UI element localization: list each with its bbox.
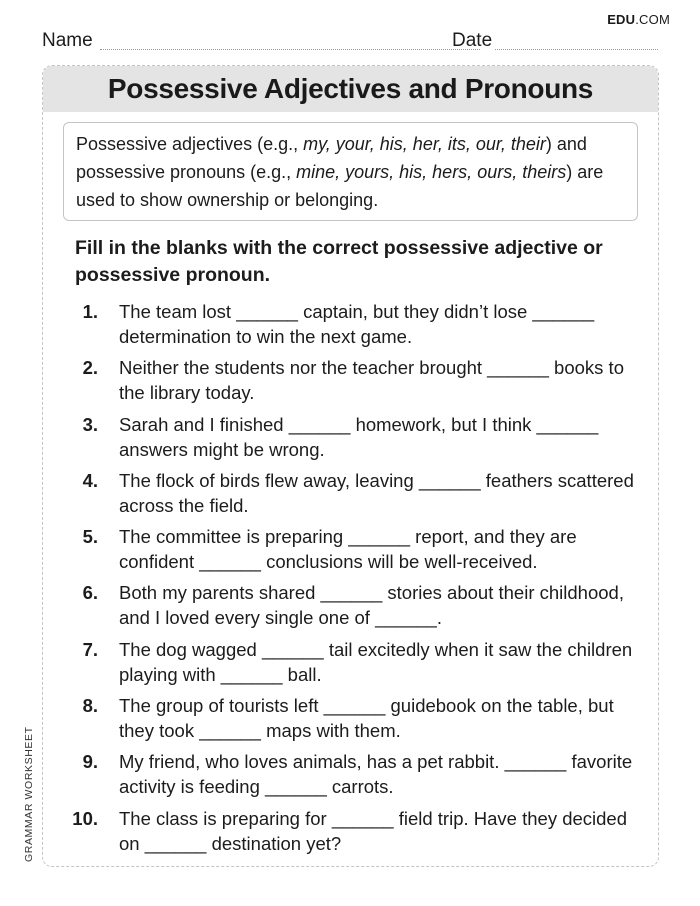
question-number: 4. (82, 469, 98, 491)
side-label: GRAMMAR WORKSHEET (23, 726, 35, 862)
question-item (63, 637, 643, 693)
question-text: The committee is preparing ______ report, and they are confident ______ conclusions will be well-received. (119, 526, 577, 573)
question-text: The group of tourists left ______ guidebook on the table, but they took ______ maps with them. (119, 695, 614, 742)
intro-text-1: Possessive adjectives (e.g., (76, 134, 304, 154)
question-text: The dog wagged ______ tail excitedly when it saw the children playing with ______ ball. (119, 638, 633, 685)
question-number: 8. (82, 695, 98, 717)
question-number: 7. (82, 638, 98, 660)
date-line[interactable] (495, 49, 658, 50)
question-text: My friend, who loves animals, has a pet rabbit. ______ favorite activity is feeding ______ carrots. (119, 751, 633, 798)
question-text: Sarah and I finished ______ homework, but I think ______ answers might be wrong. (119, 413, 599, 460)
name-line[interactable] (100, 49, 480, 50)
name-date-row (42, 30, 658, 54)
brand-suffix: .COM (635, 12, 670, 27)
question-text: Neither the students nor the teacher brought ______ books to the library today. (119, 357, 624, 404)
question-list (63, 299, 643, 862)
question-number: 5. (82, 526, 98, 548)
question-item (63, 412, 643, 468)
name-label: Name (42, 30, 93, 51)
question-number: 1. (82, 301, 98, 322)
intro-text-3: ) are used to show ownership or belonging. (76, 162, 604, 210)
intro-text-2: ) and possessive pronouns (e.g., (76, 134, 587, 182)
question-item (63, 355, 643, 411)
intro-box (63, 122, 638, 221)
instructions: Fill in the blanks with the correct possessive adjective or possessive pronoun. (75, 237, 603, 286)
question-item (63, 299, 643, 355)
brand-logo (607, 12, 670, 27)
date-label: Date (452, 30, 493, 51)
worksheet-title: Possessive Adjectives and Pronouns (43, 66, 658, 112)
question-item (63, 580, 643, 636)
brand-main: EDU (607, 12, 636, 27)
question-number: 3. (82, 413, 98, 435)
intro-adjective-examples: my, your, his, her, its, our, their (303, 134, 546, 154)
question-item (63, 806, 643, 862)
question-text: The flock of birds flew away, leaving ______ feathers scattered across the field. (119, 469, 634, 516)
question-item (63, 468, 643, 524)
intro-pronoun-examples: mine, yours, his, hers, ours, theirs (296, 162, 567, 182)
question-item (63, 693, 643, 749)
question-item (63, 524, 643, 580)
question-number: 2. (82, 357, 98, 379)
question-text: Both my parents shared ______ stories about their childhood, and I loved every single one of ______. (119, 582, 624, 629)
worksheet-panel (42, 65, 659, 867)
question-number: 9. (82, 751, 98, 773)
question-text: The team lost ______ captain, but they didn’t lose ______ determination to win the next game. (119, 301, 595, 347)
question-text: The class is preparing for ______ field trip. Have they decided on ______ destination yet? (119, 807, 628, 854)
question-number: 6. (82, 582, 98, 604)
question-number: 10. (72, 807, 98, 829)
question-item (63, 749, 643, 805)
